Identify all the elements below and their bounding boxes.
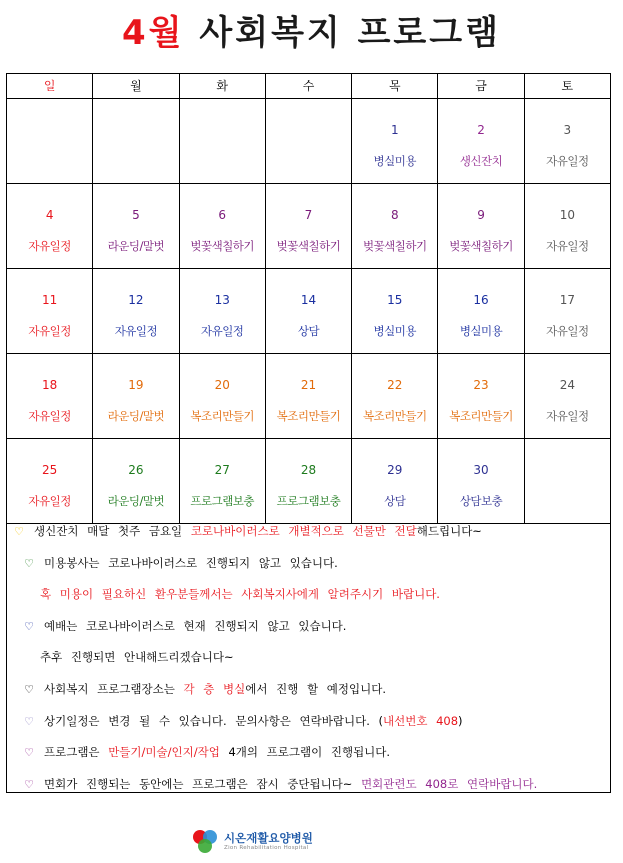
day-event: 병실미용 xyxy=(373,324,416,338)
day-event: 병실미용 xyxy=(373,154,416,168)
calendar-day-cell xyxy=(438,439,524,524)
day-event: 자유일정 xyxy=(200,324,244,338)
note-line xyxy=(22,744,390,760)
day-event: 벚꽃색칠하기 xyxy=(449,239,513,253)
logo-mark-icon xyxy=(190,827,220,855)
calendar-day-cell xyxy=(93,354,179,439)
calendar-day-cell xyxy=(524,354,610,439)
day-event: 생신잔치 xyxy=(459,154,503,168)
calendar-day-cell xyxy=(352,354,438,439)
note-text: 코로나바이러스로 개별적으로 선물만 전달 xyxy=(190,524,417,538)
calendar-day-cell xyxy=(438,184,524,269)
calendar-day-cell xyxy=(524,99,610,184)
day-number: 24 xyxy=(559,378,575,392)
day-number: 10 xyxy=(559,208,575,222)
heart-icon: ♡ xyxy=(24,556,34,570)
calendar-day-cell xyxy=(7,99,93,184)
day-number: 7 xyxy=(304,208,313,222)
day-number: 4 xyxy=(45,208,54,222)
day-number: 5 xyxy=(132,208,140,222)
day-number: 9 xyxy=(477,208,485,222)
day-event: 자유일정 xyxy=(114,324,158,338)
calendar-day-cell xyxy=(93,184,179,269)
day-number: 12 xyxy=(128,293,144,307)
day-number: 19 xyxy=(128,378,144,392)
calendar-body xyxy=(7,99,611,524)
day-number: 11 xyxy=(42,293,58,307)
heart-icon: ♡ xyxy=(24,777,34,791)
calendar-day-cell xyxy=(179,99,265,184)
note-text: 각 층 병실 xyxy=(183,682,246,696)
day-number: 23 xyxy=(473,378,489,392)
day-event: 복조리만들기 xyxy=(276,409,341,423)
note-text: 면회관련도 408로 연락바랍니다. xyxy=(361,776,538,791)
note-line xyxy=(40,586,440,602)
day-number: 15 xyxy=(387,293,403,307)
heart-icon: ♡ xyxy=(24,746,34,760)
page-title xyxy=(0,10,623,56)
day-event: 자유일정 xyxy=(546,239,589,253)
calendar-day-cell xyxy=(352,269,438,354)
calendar-week-row xyxy=(7,99,611,184)
calendar-day-cell xyxy=(524,269,610,354)
day-event: 라운딩/말벗 xyxy=(107,494,165,508)
weekday-header: 월 xyxy=(93,74,179,99)
heart-icon: ♡ xyxy=(24,683,34,696)
calendar-day-cell xyxy=(265,99,351,184)
calendar-day-cell xyxy=(93,439,179,524)
day-event: 자유일정 xyxy=(28,494,71,508)
day-number: 28 xyxy=(300,463,317,477)
day-event: 상담 xyxy=(384,494,406,508)
day-event: 자유일정 xyxy=(28,239,71,253)
day-number: 6 xyxy=(218,208,227,222)
calendar-day-cell xyxy=(265,439,351,524)
day-event: 라운딩/말벗 xyxy=(107,239,165,253)
note-line xyxy=(12,523,482,539)
weekday-header: 토 xyxy=(524,74,610,99)
calendar-day-cell xyxy=(7,184,93,269)
day-event: 벚꽃색칠하기 xyxy=(276,239,341,253)
day-number: 16 xyxy=(473,293,489,307)
note-line xyxy=(22,776,537,792)
weekday-header: 화 xyxy=(179,74,265,99)
calendar-week-row xyxy=(7,439,611,524)
logo-name: 시온재활요양병원 xyxy=(224,831,313,845)
day-number: 27 xyxy=(214,463,230,477)
calendar-day-cell xyxy=(265,354,351,439)
day-event: 복조리만들기 xyxy=(362,409,427,423)
logo-subtitle: Zion Rehabilitation Hospital xyxy=(224,845,309,851)
calendar-day-cell xyxy=(179,269,265,354)
note-line xyxy=(40,649,234,665)
day-number: 2 xyxy=(477,123,485,137)
calendar-day-cell xyxy=(179,184,265,269)
calendar-day-cell xyxy=(438,269,524,354)
weekday-header: 수 xyxy=(265,74,351,99)
note-text: 혹 미용이 필요하신 환우분들께서는 사회복지사에게 알려주시기 바랍니다. xyxy=(40,587,440,602)
calendar-week-row xyxy=(7,354,611,439)
note-line xyxy=(22,618,346,634)
day-number: 3 xyxy=(563,123,572,137)
day-event: 프로그램보충 xyxy=(276,494,341,508)
calendar-day-cell xyxy=(7,269,93,354)
calendar-day-cell xyxy=(438,354,524,439)
calendar-week-row xyxy=(7,269,611,354)
calendar-day-cell xyxy=(265,184,351,269)
note-line xyxy=(22,555,338,571)
day-number: 18 xyxy=(42,378,58,392)
day-number: 8 xyxy=(390,208,399,222)
note-text: 상기일정은 변경 될 수 있습니다. 문의사항은 연락바랍니다. ( xyxy=(44,713,383,728)
note-line xyxy=(22,681,386,697)
weekday-header: 일 xyxy=(7,74,93,99)
title-month: 4월 xyxy=(122,13,185,53)
note-text: 예배는 코로나바이러스로 현재 진행되지 않고 있습니다. xyxy=(44,618,347,633)
note-text: 추후 진행되면 안내해드리겠습니다~ xyxy=(40,650,234,665)
day-event: 벚꽃색칠하기 xyxy=(190,239,255,253)
note-line xyxy=(22,713,463,729)
day-event: 라운딩/말벗 xyxy=(107,409,165,423)
note-text: 에서 진행 할 예정입니다. xyxy=(245,682,386,696)
day-event: 상담 xyxy=(297,324,320,338)
title-text: 사회복지 프로그램 xyxy=(199,13,501,53)
day-number: 14 xyxy=(300,293,317,307)
day-number: 21 xyxy=(300,378,317,392)
calendar-table xyxy=(6,73,611,524)
day-event: 벚꽃색칠하기 xyxy=(362,239,427,253)
calendar-day-cell xyxy=(352,184,438,269)
hospital-logo xyxy=(190,825,330,857)
calendar-day-cell xyxy=(352,439,438,524)
day-number: 13 xyxy=(214,293,230,307)
day-event: 자유일정 xyxy=(28,409,71,423)
calendar-day-cell xyxy=(438,99,524,184)
note-text: ) xyxy=(458,713,463,728)
note-text: 사회복지 프로그램장소는 xyxy=(44,682,184,696)
heart-icon: ♡ xyxy=(14,525,24,538)
calendar-week-row xyxy=(7,184,611,269)
heart-icon: ♡ xyxy=(24,619,34,633)
note-text: 생신잔치 매달 첫주 금요일 xyxy=(34,524,191,538)
day-number: 20 xyxy=(214,378,230,392)
calendar-day-cell xyxy=(7,439,93,524)
day-event: 자유일정 xyxy=(546,324,589,338)
day-number: 29 xyxy=(387,463,403,477)
day-number: 30 xyxy=(473,463,489,477)
note-text: 내선번호 408 xyxy=(383,713,459,728)
day-event: 복조리만들기 xyxy=(190,409,255,423)
day-event: 복조리만들기 xyxy=(449,409,513,423)
note-text: 미용봉사는 코로나바이러스로 진행되지 않고 있습니다. xyxy=(44,555,338,570)
note-text: 4개의 프로그램이 진행됩니다. xyxy=(219,745,391,760)
day-number: 1 xyxy=(390,123,399,137)
day-event: 자유일정 xyxy=(28,324,71,338)
note-text: 해드립니다~ xyxy=(416,524,482,538)
weekday-header-row xyxy=(7,74,611,99)
day-event: 자유일정 xyxy=(546,154,589,168)
weekday-header: 금 xyxy=(438,74,524,99)
day-event: 프로그램보충 xyxy=(190,494,255,508)
calendar-day-cell xyxy=(524,184,610,269)
note-text: 면회가 진행되는 동안에는 프로그램은 잠시 중단됩니다~ xyxy=(44,776,362,791)
day-number: 25 xyxy=(42,463,58,477)
calendar-day-cell xyxy=(93,99,179,184)
calendar-day-cell xyxy=(7,354,93,439)
calendar-day-cell xyxy=(93,269,179,354)
day-number: 22 xyxy=(387,378,403,392)
calendar-day-cell xyxy=(352,99,438,184)
weekday-header: 목 xyxy=(352,74,438,99)
note-text: 만들기/미술/인지/작업 xyxy=(108,745,220,760)
calendar-day-cell xyxy=(524,439,610,524)
note-text: 프로그램은 xyxy=(44,745,109,760)
day-event: 병실미용 xyxy=(459,324,503,338)
calendar-day-cell xyxy=(265,269,351,354)
heart-icon: ♡ xyxy=(24,714,34,728)
calendar-day-cell xyxy=(179,354,265,439)
day-event: 상담보충 xyxy=(459,494,503,508)
calendar-day-cell xyxy=(179,439,265,524)
day-number: 26 xyxy=(128,463,144,477)
day-event: 자유일정 xyxy=(546,409,589,423)
day-number: 17 xyxy=(559,293,575,307)
